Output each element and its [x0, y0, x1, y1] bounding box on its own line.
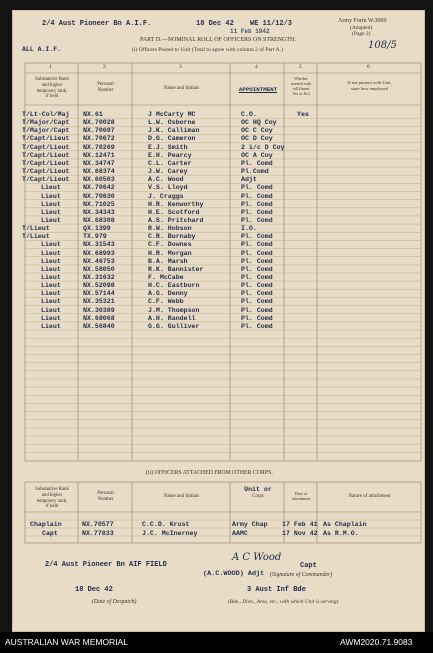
- name-cell: C.L. Carter: [148, 159, 192, 167]
- rank-cell: T/Major/Capt: [22, 127, 70, 135]
- rank-cell: T/Major/Capt: [22, 119, 70, 127]
- number-cell: NX.12471: [83, 151, 115, 159]
- appointment-cell: 2 i/c D Coy: [241, 143, 285, 151]
- name-cell: H.C. Eastburn: [148, 282, 200, 290]
- appointment-cell: Pl. Comd: [241, 306, 273, 314]
- appointment-cell: OC A Coy: [241, 151, 273, 159]
- number-cell: NX.52098: [83, 282, 115, 290]
- col-married-header: Whether married with roll (Insert Yes or No): [290, 76, 312, 96]
- rank-cell: Lieut: [41, 241, 61, 249]
- appointment-cell: OC HQ Coy: [241, 119, 277, 127]
- number-cell: NX.61: [83, 111, 103, 118]
- unit-field-line: 2/4 Aust Pioneer Bn AIF FIELD: [45, 561, 167, 569]
- name-cell: J McCarty MC: [148, 111, 196, 118]
- attached-rank-header: Substantive Rank and higher temporary rank, if held: [35, 487, 69, 510]
- col-name-header: Name and Initials: [163, 86, 200, 91]
- col-rank-header: Substantive Rank and higher temporary rank, if held: [35, 77, 69, 100]
- appointment-cell: Pl. Comd: [241, 208, 273, 216]
- appointment-cell: Pl. Comd: [241, 249, 273, 257]
- number-cell: NX.30389: [83, 306, 115, 314]
- form-name: Army Form W.3009: [338, 18, 387, 24]
- attached-nature-header: Nature of attachment: [348, 494, 391, 499]
- name-cell: J. Craggs: [148, 192, 184, 200]
- number-cell: NX.70642: [83, 184, 115, 192]
- name-cell: E.J. Smith: [148, 143, 188, 151]
- name-cell: J.C. McInerney: [142, 530, 198, 537]
- number-cell: NX.56840: [83, 322, 115, 330]
- rank-cell: T/Lt-Col/Maj: [22, 111, 70, 118]
- col-appointment-header: APPOINTMENT: [238, 86, 278, 93]
- name-cell: F. McCabe: [148, 274, 184, 281]
- signature-caption: (Signature of Commander): [270, 572, 333, 578]
- heading-date: 18 Dec 42: [196, 20, 234, 28]
- name-cell: H.R. Kenworthy: [148, 200, 204, 208]
- rank-cell: Lieut: [41, 216, 61, 224]
- name-cell: L.W. Osborne: [148, 119, 196, 127]
- col-number: 1: [49, 64, 52, 70]
- name-cell: D.G. Cameron: [148, 135, 196, 143]
- appointment-cell: Pl. Comd: [241, 241, 273, 249]
- col-number: 4: [255, 64, 258, 70]
- name-cell: J.M. Thompson: [148, 306, 200, 314]
- commander-signature: A C Wood: [232, 552, 282, 563]
- number-cell: NX.68308: [83, 216, 115, 224]
- form-page-number: (Page 2): [352, 31, 371, 37]
- rank-cell: Chaplain: [30, 521, 62, 528]
- all-aif-label: ALL A.I.F.: [22, 46, 62, 53]
- nature-cell: As R.M.O.: [323, 530, 359, 537]
- archive-reference: AWM2020.71.9083: [340, 637, 413, 647]
- appointment-cell: Pl. Comd: [241, 282, 273, 290]
- name-cell: A.G. Denny: [148, 290, 188, 298]
- despatch-date: 18 Dec 42: [75, 586, 113, 594]
- name-cell: A.S. Pritchard: [148, 216, 204, 224]
- rank-cell: Lieut: [41, 282, 61, 290]
- name-cell: B.A. Marsh: [148, 257, 188, 265]
- name-cell: A.C. Wood: [148, 176, 184, 184]
- married-cell: Yes: [297, 111, 309, 118]
- name-cell: R.W. Hobson: [148, 225, 192, 233]
- appointment-cell: Pl. Comd: [241, 192, 273, 200]
- rank-cell: T/Capt/Lieut: [22, 151, 70, 159]
- rank-cell: T/Lieut: [22, 225, 50, 233]
- appointment-cell: Pl. Comd: [241, 314, 273, 322]
- number-cell: NX.70697: [83, 127, 115, 135]
- number-cell: NX.60503: [83, 176, 115, 184]
- rank-cell: Lieut: [41, 200, 61, 208]
- number-cell: NX.46753: [83, 257, 115, 265]
- date-cell: 17 Feb 41: [282, 521, 318, 528]
- name-cell: R.K. Bannister: [148, 265, 204, 273]
- formation: 3 Aust Inf Bde: [247, 586, 306, 594]
- archive-name: AUSTRALIAN WAR MEMORIAL: [5, 637, 128, 647]
- rank-cell: Lieut: [41, 249, 61, 257]
- attached-unit-header: Unit or Corps: [244, 486, 272, 499]
- rank-cell: T/Capt/Lieut: [22, 168, 70, 176]
- appointment-cell: Pl. Comd: [241, 298, 273, 306]
- rank-cell: T/Capt/Lieut: [22, 159, 70, 167]
- appointment-cell: C.O.: [241, 111, 257, 118]
- appointment-cell: Pl. Comd: [241, 184, 273, 192]
- number-cell: NX.70577: [82, 521, 114, 528]
- date-cell: 17 Nov 42: [282, 530, 318, 537]
- name-cell: C.C.D. Krust: [142, 521, 190, 528]
- section-ii-title: (ii) OFFICERS ATTACHED FROM OTHER CORPS.: [146, 470, 273, 476]
- rank-cell: T/Capt/Lieut: [22, 176, 70, 184]
- formation-caption: (Bde., Divn., Area, etc., with which Unit is serving): [228, 599, 339, 605]
- number-cell: NX.70269: [83, 143, 115, 151]
- col-number: 6: [367, 64, 370, 70]
- appointment-cell: Pl. Comd: [241, 159, 273, 167]
- number-cell: NX.68993: [83, 249, 115, 257]
- number-cell: NX.34747: [83, 159, 115, 167]
- rank-cell: Lieut: [41, 265, 61, 273]
- nature-cell: As Chaplain: [323, 521, 367, 528]
- attached-number-header: Personal Number: [97, 491, 114, 502]
- col-number: 2: [103, 64, 106, 70]
- appointment-cell: Pl. Comd: [241, 290, 273, 298]
- number-cell: QX.1399: [83, 225, 111, 233]
- rank-cell: Lieut: [41, 192, 61, 200]
- section-i-title: (i) Officers Posted to Unit (Total to agree with column 2 of Part A.): [132, 47, 283, 53]
- name-cell: A.H. Randell: [148, 314, 196, 322]
- number-cell: NX.57144: [83, 290, 115, 298]
- signer-name: (A.C.WOOD) Adjt: [203, 570, 265, 578]
- appointment-cell: Pl. Comd: [241, 265, 273, 273]
- number-cell: NX.34343: [83, 208, 115, 216]
- col-employment-header: If not present with Unit, state how employed: [347, 80, 392, 91]
- appointment-cell: Pl.Comd: [241, 168, 269, 176]
- number-cell: NX.70830: [83, 192, 115, 200]
- col-number: 5: [299, 64, 302, 70]
- appointment-cell: Pl. Comd: [241, 216, 273, 224]
- number-cell: NX.77833: [82, 530, 114, 537]
- despatch-caption: (Date of Despatch): [92, 599, 137, 605]
- archive-footer: [0, 632, 433, 653]
- appointment-cell: Pl. Comd: [241, 200, 273, 208]
- rank-cell: T/Lieut: [22, 233, 50, 241]
- rank-cell: Lieut: [41, 306, 61, 314]
- rank-cell: Lieut: [41, 298, 61, 306]
- appointment-cell: Pl. Comd: [241, 257, 273, 265]
- rank-cell: Lieut: [41, 184, 61, 192]
- name-cell: H.E. Scotford: [148, 208, 200, 216]
- name-cell: E.H. Pearcy: [148, 151, 192, 159]
- number-cell: NX.70672: [83, 135, 115, 143]
- name-cell: G.G. Gulliver: [148, 322, 200, 330]
- appointment-cell: Pl. Comd: [241, 233, 273, 241]
- heading-wef: WE 11/12/3: [250, 20, 293, 28]
- rank-cell: Lieut: [41, 257, 61, 265]
- appointment-cell: Pl. Comd: [241, 274, 273, 281]
- appointment-cell: OC D Coy: [241, 135, 273, 143]
- heading-overtype: 11 Feb 1942: [230, 28, 270, 35]
- name-cell: C.F. Webb: [148, 298, 184, 306]
- number-cell: NX.70028: [83, 119, 115, 127]
- unit-cell: AAMC: [232, 530, 248, 537]
- col-number-header: Personal Number: [97, 82, 114, 93]
- number-cell: NX.31543: [83, 241, 115, 249]
- signature-rank: Capt: [300, 562, 317, 570]
- rank-cell: Lieut: [41, 290, 61, 298]
- number-cell: NX.35321: [83, 298, 115, 306]
- number-cell: NX.71025: [83, 200, 115, 208]
- appointment-cell: Pl. Comd: [241, 322, 273, 330]
- name-cell: C.F. Downes: [148, 241, 192, 249]
- unit-cell: Army Chap: [232, 521, 268, 528]
- rank-cell: Lieut: [41, 322, 61, 330]
- appointment-cell: Adjt: [241, 176, 257, 184]
- form-adapted: (Adapted): [350, 25, 373, 31]
- rank-cell: Lieut: [41, 274, 61, 281]
- attached-date-header: Date of attachment: [291, 491, 311, 502]
- appointment-cell: I.O.: [241, 225, 257, 233]
- rank-cell: Capt: [42, 530, 58, 537]
- number-cell: NX.58050: [83, 265, 115, 273]
- number-cell: TX.979: [83, 233, 107, 241]
- rank-cell: T/Capt/Lieut: [22, 135, 70, 143]
- number-cell: NX.68068: [83, 314, 115, 322]
- name-cell: V.S. Lloyd: [148, 184, 188, 192]
- attached-name-header: Name and Initials: [163, 494, 200, 499]
- part-title: PART D.—NOMINAL ROLL OF OFFICERS ON STRENGTH.: [140, 37, 296, 43]
- number-cell: NX.68374: [83, 168, 115, 176]
- col-number: 3: [179, 64, 182, 70]
- unit-heading: 2/4 Aust Pioneer Bn A.I.F.: [42, 20, 152, 28]
- folio-number: 108/5: [368, 40, 397, 51]
- appointment-cell: OC C Coy: [241, 127, 273, 135]
- name-cell: J.W. Carey: [148, 168, 188, 176]
- name-cell: C.R. Burnaby: [148, 233, 196, 241]
- rank-cell: Lieut: [41, 314, 61, 322]
- name-cell: J.K. Calliman: [148, 127, 200, 135]
- rank-cell: T/Capt/Lieut: [22, 143, 70, 151]
- name-cell: H.R. Morgan: [148, 249, 192, 257]
- rank-cell: Lieut: [41, 208, 61, 216]
- number-cell: NX.31632: [83, 274, 115, 281]
